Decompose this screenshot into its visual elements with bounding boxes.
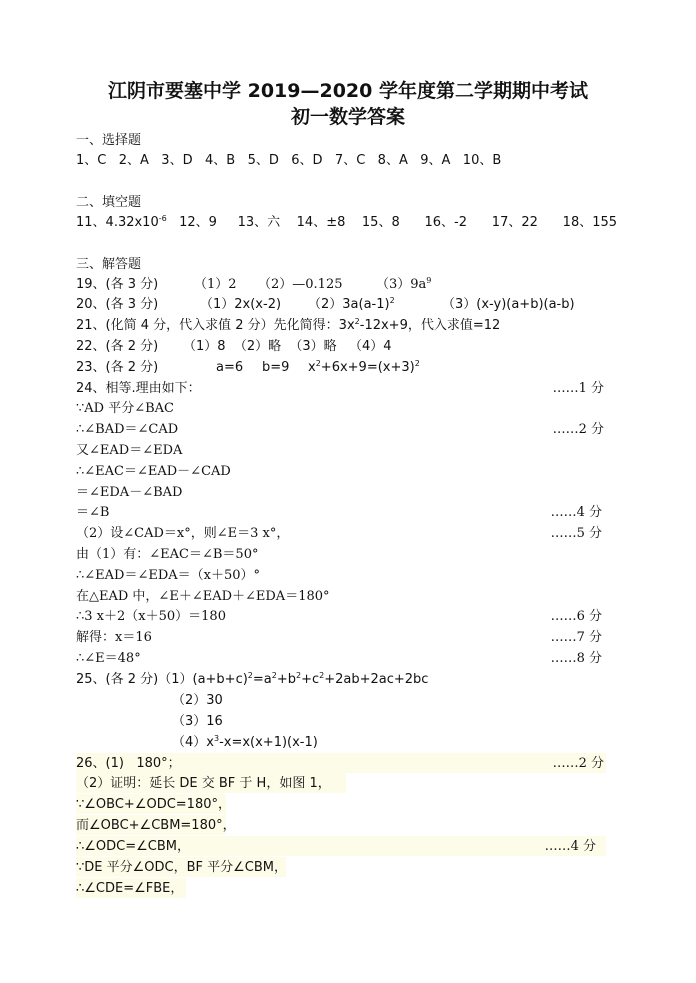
- page-title: 江阴市要塞中学 2019—2020 学年度第二学期期中考试: [108, 80, 588, 102]
- section-heading-solve: 三、解答题: [76, 257, 142, 272]
- q25-line-2: （2）30: [172, 693, 223, 708]
- q23-line: 23、(各 2 分) a=6 b=9 $x^2+6x+9=(x+3)^2$: [76, 359, 420, 375]
- q24-line-9: ∴∠EAD＝∠EDA＝（x＋50）°: [76, 568, 261, 583]
- q19-p1: （1）2: [194, 277, 237, 292]
- q19-p3: $(3)9a^9$: [376, 276, 432, 292]
- q20-head: 20、(各 3 分): [76, 297, 159, 312]
- q20-p3: （3）(x-y)(a+b)(a-b): [442, 297, 575, 312]
- q24-score-2: ……4 分: [550, 505, 602, 520]
- q24-line-8: 由（1）有：∠EAC＝∠B＝50°: [76, 547, 259, 562]
- q24-line-11: ∴3 x＋2（x＋50）＝180: [76, 609, 226, 624]
- q26-line-3: 而∠OBC+∠CBM=180°，: [76, 818, 236, 833]
- q24-score-6: ……8 分: [550, 651, 602, 666]
- q20-line: [76, 296, 575, 314]
- q24-score-3: ……5 分: [550, 526, 602, 541]
- q26-line-2: ∵∠OBC+∠ODC=180°，: [76, 797, 231, 812]
- q24-line-13: ∴∠E＝48°: [76, 651, 141, 666]
- q26-score-0: ……2 分: [552, 756, 604, 771]
- q24-line-1: ∵AD 平分∠BAC: [76, 401, 174, 416]
- q19-p2: （2）—0.125: [258, 277, 343, 292]
- section-heading-fill: 二、填空题: [76, 195, 142, 210]
- q19-line: [76, 276, 432, 294]
- q24-line-6: ＝∠B: [76, 505, 110, 520]
- q24-line-2: ∴∠BAD＝∠CAD: [76, 422, 179, 437]
- q24-line-10: 在△EAD 中，∠E＋∠EAD＋∠EDA＝180°: [76, 589, 330, 604]
- fill-rest: 12、9 13、六 14、±8 15、8 16、-2 17、22 18、155: [166, 215, 618, 230]
- q25-line-1: 25、(各 2 分)$(1)(a+b+c)^2=a^2+b^2+c^2+2ab+2ac+2bc$: [76, 671, 429, 687]
- q25-line-4: $(4)x^3-x=x(x+1)(x-1)$: [172, 734, 318, 750]
- q26-line-0: 26、(1) 180°；: [76, 756, 181, 771]
- q24-score-1: ……2 分: [552, 422, 604, 437]
- q26-score-1: ……4 分: [544, 839, 596, 854]
- q20-p2: $(2)3a(a-1)^2$: [308, 296, 395, 312]
- choice-answers: 1、C 2、A 3、D 4、B 5、D 6、D 7、C 8、A 9、A 10、B: [76, 153, 502, 168]
- q26-line-1: （2）证明：延长 DE 交 BF 于 H，如图 1，: [76, 776, 331, 791]
- section-heading-choice: 一、选择题: [76, 133, 142, 148]
- q26-line-4: ∴∠ODC=∠CBM，: [76, 839, 191, 854]
- q21-line: 21、(化简 4 分，代入求值 2 分）先化简得：$3x^2-12x+9$，代入求值=12: [76, 317, 501, 333]
- q24-line-3: 又∠EAD＝∠EDA: [76, 443, 183, 458]
- q19-head: 19、(各 3 分): [76, 277, 159, 292]
- q24-score-0: ……1 分: [552, 381, 604, 396]
- q24-score-4: ……6 分: [550, 609, 602, 624]
- q24-line-5: ＝∠EDA－∠BAD: [76, 485, 183, 500]
- q24-score-5: ……7 分: [550, 630, 602, 645]
- q24-line-4: ∴∠EAC＝∠EAD－∠CAD: [76, 464, 231, 479]
- q11-exponent: -6: [158, 214, 167, 223]
- page-subtitle: 初一数学答案: [290, 106, 405, 128]
- q24-line-12: 解得：x＝16: [76, 630, 152, 645]
- q26-line-6: ∴∠CDE=∠FBE，: [76, 881, 184, 896]
- fill-answers: [76, 214, 617, 232]
- q24-line-7: （2）设∠CAD＝x°，则∠E＝3 x°，: [76, 526, 290, 541]
- q22-line: 22、(各 2 分) （1）8 （2）略 （3）略 （4）4: [76, 339, 392, 354]
- q26-line-5: ∵DE 平分∠ODC，BF 平分∠CBM，: [76, 860, 287, 875]
- q11-text: 11、4.32x10: [76, 215, 159, 230]
- q24-line-0: 24、相等.理由如下：: [76, 381, 201, 396]
- q25-line-3: （3）16: [172, 714, 223, 729]
- q20-p1: （1）2x(x-2): [200, 297, 282, 312]
